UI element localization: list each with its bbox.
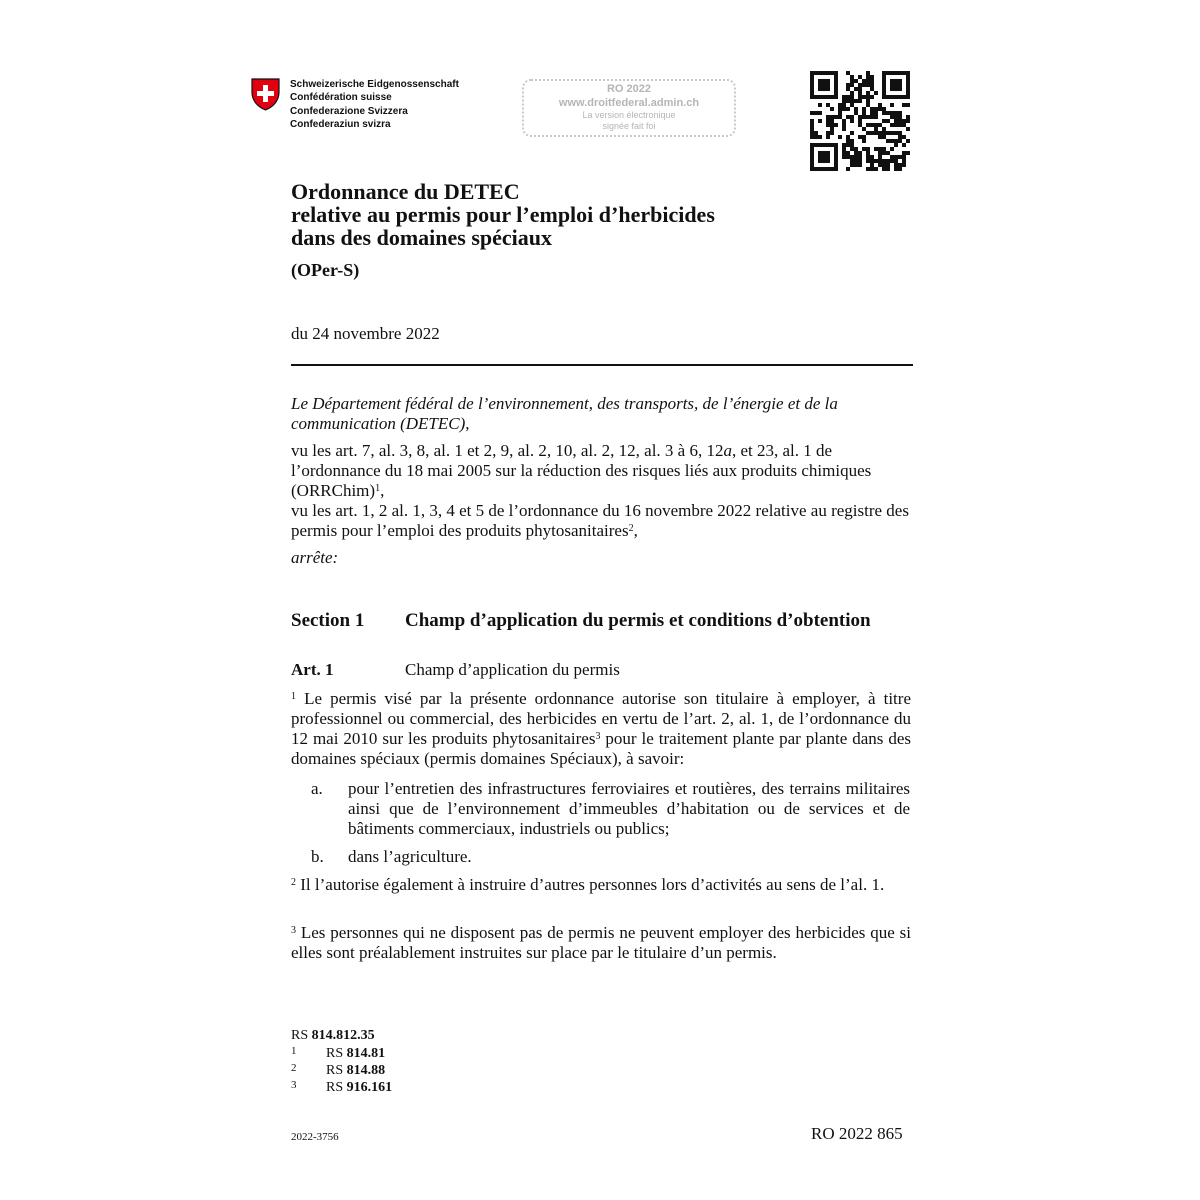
swiss-coat-of-arms-logo [251, 78, 280, 111]
title-line-3: dans des domaines spéciaux [291, 225, 553, 250]
agency-name [290, 78, 459, 131]
title-line-1: Ordonnance du DETEC [291, 179, 520, 204]
stamp-line-2: www.droitfederal.admin.ch [558, 97, 700, 109]
title-abbreviation: (OPer-S) [291, 260, 360, 280]
agency-line-fr: Confédération suisse [290, 92, 392, 104]
footnote-1: RS 814.81 [326, 1046, 386, 1061]
list-item-text-b: dans l’agriculture. [348, 847, 472, 866]
footnote-number-2: 2 [291, 1062, 297, 1074]
section-number: Section 1 [291, 610, 365, 631]
footnote-2: RS 814.88 [326, 1063, 386, 1078]
footnote-number-3: 3 [291, 1079, 297, 1091]
rs-number: RS 814.812.35 [291, 1028, 375, 1043]
article-paragraph-3: $^3$ Les personnes qui ne disposent pas de permis ne peuvent employer des herbicides que si elles sont préalablement instruites sur place par le titulaire d’un permis. [291, 923, 911, 962]
footnote-ref-1[interactable]: 1 [375, 483, 381, 494]
footnote-ref-2[interactable]: 2 [628, 523, 634, 534]
article-paragraph-1: $^1$ Le permis visé par la présente ordonnance autorise son titulaire à employer, à titre professionnel ou commercial, des herbicides en vertu de l’art. 2, al. 1, de l’ordonnance du 12 mai 2010 sur les produits phytosanitaires$^3$ pour le traitement plante par plante dans des domaines spéciaux (permis domaines Spéciaux), à savoir: [291, 689, 911, 768]
document-date: du 24 novembre 2022 [291, 324, 440, 343]
list-item-text-a: pour l’entretien des infrastructures ferroviaires et routières, des terrains militaires ainsi que de l’environnement d’immeubles d’habitation ou de services et de bâtiments commerciaux, industriels ou publics; [348, 779, 910, 838]
stamp-line-4: signée fait foi [602, 121, 656, 131]
electronic-signature-stamp [522, 79, 736, 137]
list-item-letter-a: a. [311, 779, 323, 798]
preamble-vu-1: vu les art. 7, al. 3, 8, al. 1 et 2, 9, al. 2, 10, al. 2, 12, al. 3 à 6, 12a, et 23, al. 1 de l’ordonnance du 18 mai 2005 sur la réduction des risques liés aux produits chimiques (ORRChim)$^1$, [291, 441, 872, 500]
article-title: Champ d’application du permis [405, 660, 620, 679]
title-divider [291, 364, 913, 366]
preamble-decree: arrête: [291, 548, 339, 567]
preamble-vu-2: vu les art. 1, 2 al. 1, 3, 4 et 5 de l’ordonnance du 16 novembre 2022 relative au registre des permis pour l’emploi des produits phytosanitaires$^2$, [291, 501, 909, 540]
agency-line-it: Confederazione Svizzera [290, 105, 408, 117]
article-number: Art. 1 [291, 660, 334, 679]
title-line-2: relative au permis pour l’emploi d’herbicides [291, 202, 715, 227]
stamp-line-3: La version électronique [582, 110, 676, 120]
article-paragraph-2: $^2$ Il l’autorise également à instruire d’autres personnes lors d’activités au sens de l’al. 1. [291, 875, 885, 894]
qr-code-icon [810, 71, 910, 171]
agency-line-de: Schweizerische Eidgenossenschaft [290, 79, 459, 90]
list-item-letter-b: b. [311, 847, 324, 866]
document-title [291, 180, 715, 249]
footnote-3: RS 916.161 [326, 1080, 393, 1095]
preamble-authority: Le Département fédéral de l’environnement, des transports, de l’énergie et de la communication (DETEC), [291, 394, 838, 433]
official-compilation-reference: RO 2022 865 [811, 1124, 903, 1143]
stamp-line-1: RO 2022 [606, 83, 652, 95]
document-number: 2022-3756 [291, 1131, 339, 1143]
footnote-ref-3[interactable]: 3 [595, 731, 601, 742]
footnote-number-1: 1 [291, 1045, 297, 1057]
agency-line-rm: Confederaziun svizra [290, 118, 391, 130]
section-title: Champ d’application du permis et conditions d’obtention [405, 610, 871, 631]
